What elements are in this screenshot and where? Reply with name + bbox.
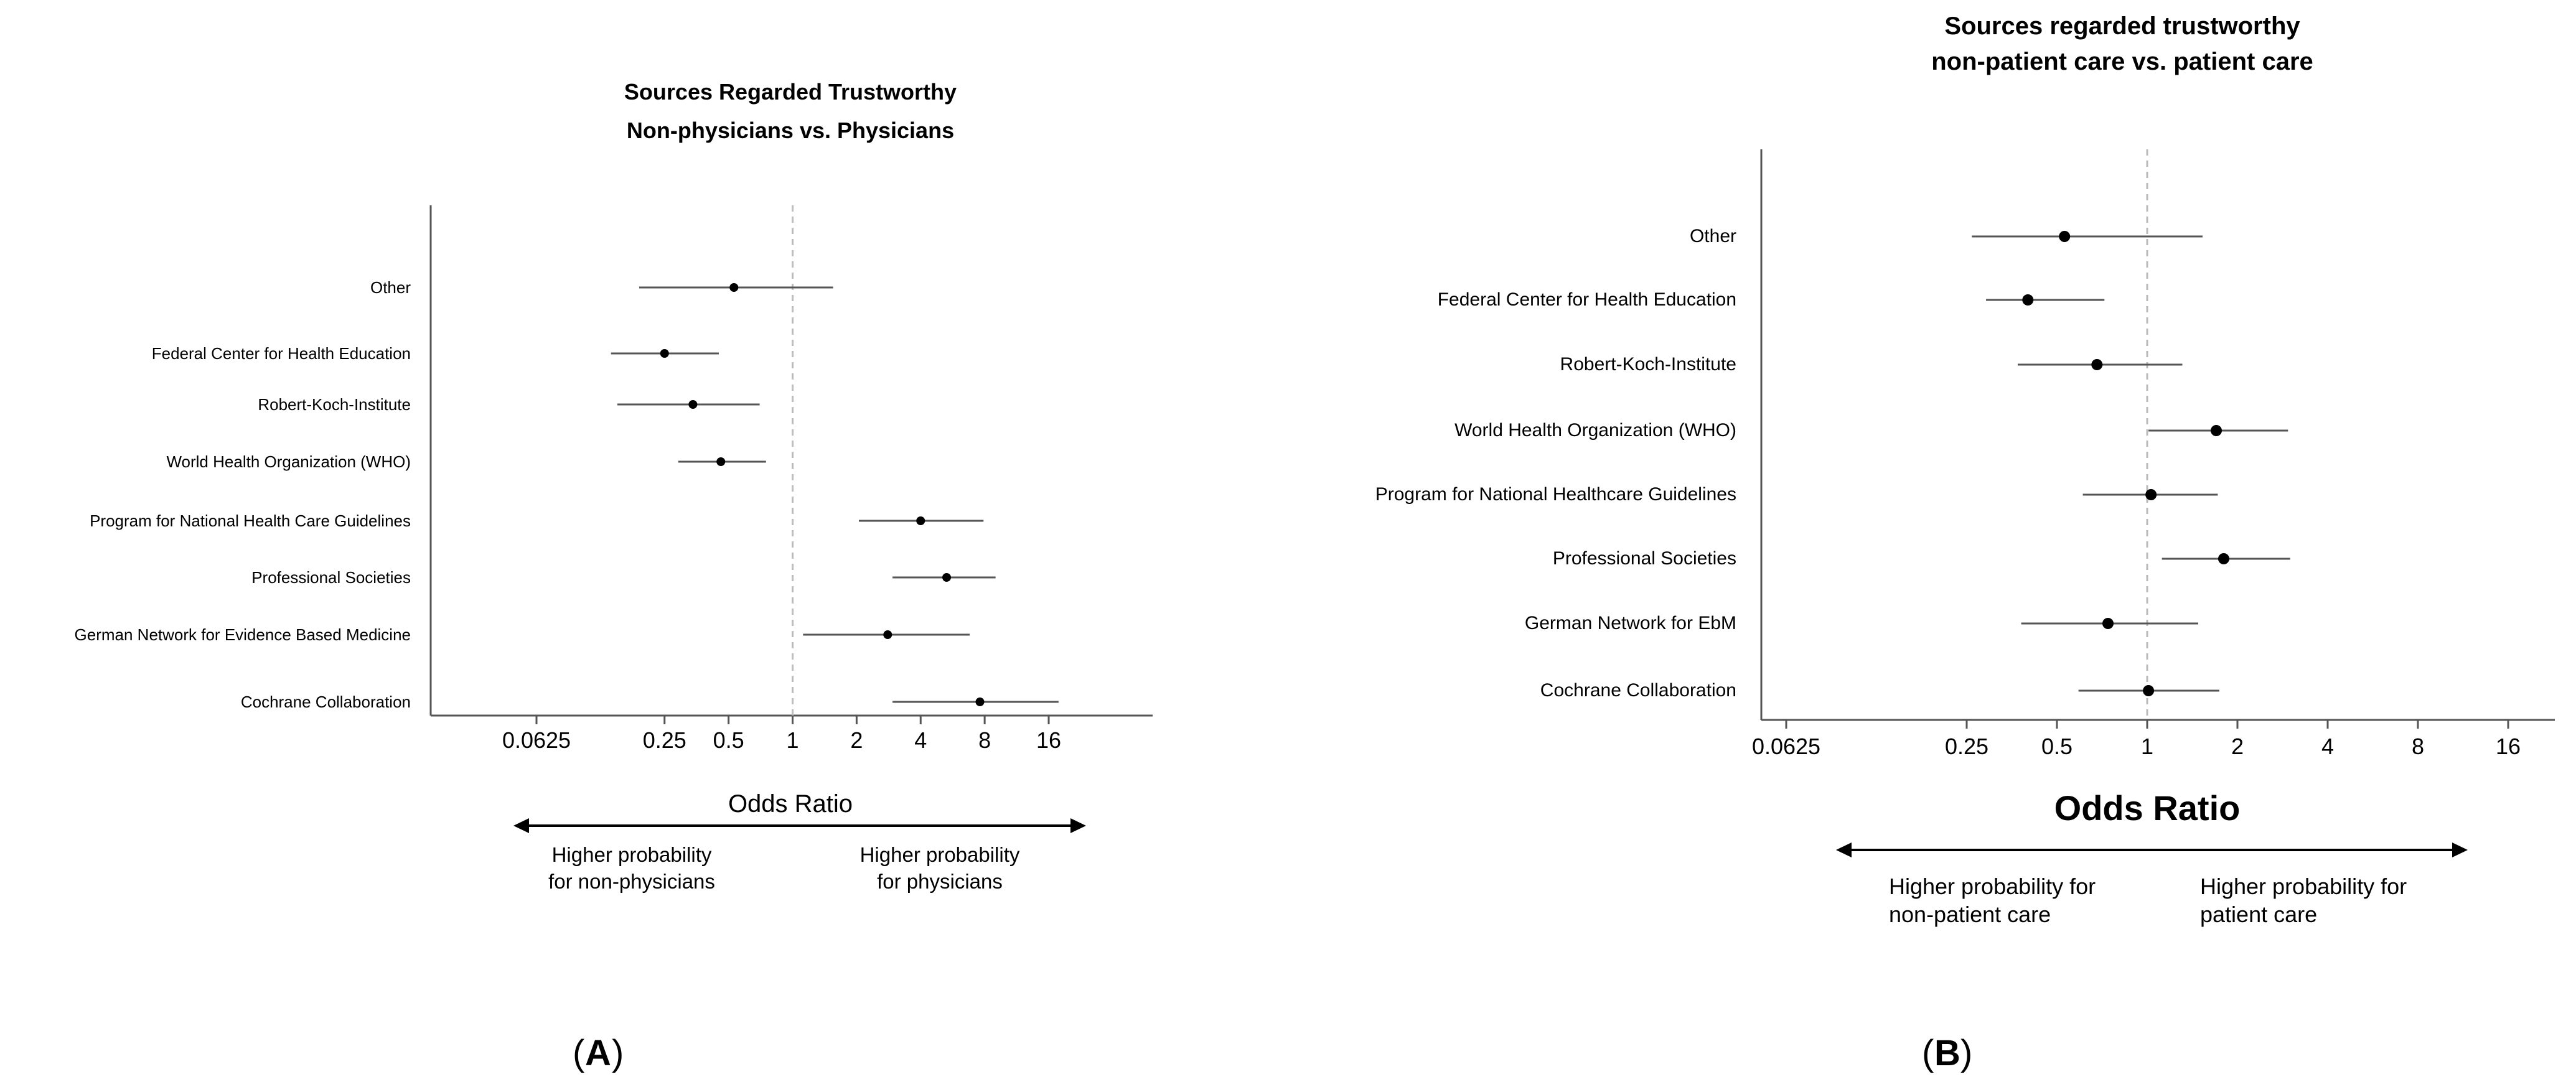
category-label: Robert-Koch-Institute <box>258 395 411 414</box>
odds-ratio-point <box>2143 685 2154 696</box>
x-tick-label: 1 <box>786 727 799 753</box>
odds-ratio-point <box>2218 553 2229 564</box>
panel-a-label-close-paren: ) <box>612 1033 624 1073</box>
x-tick-label: 4 <box>914 727 927 753</box>
category-label: Federal Center for Health Education <box>151 344 411 363</box>
odds-ratio-point <box>716 457 725 466</box>
panel-b-label <box>1922 1033 1972 1073</box>
category-label: Cochrane Collaboration <box>240 693 411 711</box>
panel-a-left-note-line1: Higher probability <box>551 843 712 866</box>
odds-ratio-point <box>2022 294 2033 306</box>
x-tick-label: 2 <box>850 727 863 753</box>
panel-b-left-note-line2: non-patient care <box>1889 902 2051 927</box>
panel-b-x-label: Odds Ratio <box>2054 788 2241 828</box>
odds-ratio-point <box>688 400 697 409</box>
panel-b-right-note-line1: Higher probability for <box>2200 874 2407 899</box>
panel-b-title: Sources regarded trustworthy <box>1944 12 2300 40</box>
x-tick-label: 0.5 <box>713 727 744 753</box>
odds-ratio-point <box>2145 489 2157 500</box>
panel-b-label-close-paren: ) <box>1960 1033 1973 1073</box>
category-label: Professional Societies <box>1552 548 1736 569</box>
category-label: Other <box>370 278 411 297</box>
panel-a-title: Sources Regarded Trustworthy <box>624 79 957 105</box>
category-label: Robert-Koch-Institute <box>1560 354 1736 375</box>
panel-a-label <box>573 1033 624 1073</box>
odds-ratio-point <box>883 630 892 639</box>
odds-ratio-point <box>660 349 669 358</box>
category-label: Program for National Healthcare Guidelines <box>1375 484 1736 505</box>
category-label: Cochrane Collaboration <box>1540 680 1736 701</box>
panel-a-label-letter: A <box>585 1033 611 1073</box>
panel-a-left-note-line2: for non-physicians <box>548 870 715 893</box>
category-label: German Network for EbM <box>1524 613 1736 633</box>
x-tick-label: 8 <box>978 727 991 753</box>
panel-a-background <box>0 12 1232 977</box>
x-tick-label: 4 <box>2321 734 2335 759</box>
x-tick-label: 16 <box>2495 734 2521 759</box>
category-label: German Network for Evidence Based Medicine <box>74 625 411 644</box>
panel-b-right-note-line2: patient care <box>2200 902 2318 927</box>
odds-ratio-point <box>942 573 951 582</box>
category-label: Program for National Health Care Guidelines <box>90 511 411 530</box>
x-tick-label: 0.25 <box>1944 734 1989 759</box>
category-label: Professional Societies <box>251 568 411 587</box>
panel-b <box>1270 12 2564 1073</box>
odds-ratio-point <box>2091 359 2102 370</box>
panel-b-label-open-paren: ( <box>1922 1033 1934 1073</box>
x-tick-label: 0.25 <box>642 727 686 753</box>
x-tick-label: 0.5 <box>2041 734 2073 759</box>
panel-a-label-open-paren: ( <box>573 1033 585 1073</box>
panel-a-x-label: Odds Ratio <box>728 790 853 818</box>
panel-b-left-note-line1: Higher probability for <box>1889 874 2096 899</box>
x-tick-label: 0.0625 <box>1751 734 1821 759</box>
x-tick-label: 8 <box>2411 734 2425 759</box>
odds-ratio-point <box>2211 425 2222 436</box>
category-label: Other <box>1689 226 1736 246</box>
x-tick-label: 2 <box>2231 734 2244 759</box>
panel-a <box>0 12 1232 1073</box>
odds-ratio-point <box>976 698 985 706</box>
odds-ratio-point <box>729 283 738 292</box>
odds-ratio-point <box>2102 618 2114 629</box>
category-label: World Health Organization (WHO) <box>1454 420 1736 441</box>
category-label: Federal Center for Health Education <box>1437 289 1736 310</box>
panel-a-subtitle: Non-physicians vs. Physicians <box>626 118 955 143</box>
x-tick-label: 0.0625 <box>502 727 571 753</box>
odds-ratio-point <box>916 516 925 525</box>
x-tick-label: 1 <box>2140 734 2154 759</box>
panel-b-subtitle: non-patient care vs. patient care <box>1931 48 2313 75</box>
panel-a-right-note-line1: Higher probability <box>859 843 1020 866</box>
category-label: World Health Organization (WHO) <box>166 452 411 471</box>
odds-ratio-point <box>2059 231 2070 242</box>
panel-b-label-letter: B <box>1934 1033 1960 1073</box>
x-tick-label: 16 <box>1036 727 1062 753</box>
panel-a-right-note-line2: for physicians <box>877 870 1003 893</box>
